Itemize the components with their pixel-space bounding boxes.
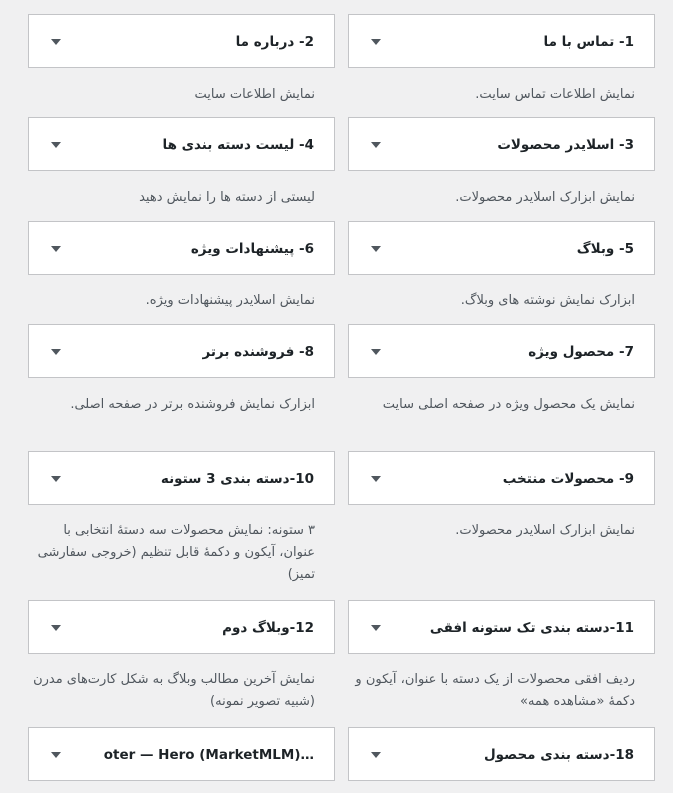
- widget-footer-hero[interactable]: [28, 727, 335, 781]
- widget-title[interactable]: 8- فروشنده برتر: [202, 344, 314, 360]
- caret-down-icon[interactable]: [369, 35, 383, 49]
- widget-title[interactable]: 4- لیست دسته بندی ها: [162, 137, 314, 153]
- widget-description: نمایش ابزارک اسلایدر محصولات.: [455, 190, 635, 205]
- caret-down-icon[interactable]: [49, 748, 63, 762]
- widget-blog[interactable]: [348, 221, 655, 275]
- widget-description: لیستی از دسته ها را نمایش دهید: [139, 190, 315, 205]
- widget-title[interactable]: 5- وبلاگ: [576, 241, 634, 257]
- widget-title[interactable]: …oter — Hero (MarketMLM): [103, 747, 314, 763]
- caret-down-icon[interactable]: [369, 748, 383, 762]
- widget-description: نمایش اطلاعات تماس سایت.: [475, 87, 635, 102]
- caret-down-icon[interactable]: [369, 138, 383, 152]
- widget-title[interactable]: 9- محصولات منتخب: [502, 471, 634, 487]
- widget-horizontal-category[interactable]: [348, 600, 655, 654]
- widget-top-seller[interactable]: [28, 324, 335, 378]
- widget-description: نمایش آخرین مطالب وبلاگ به شکل کارت‌های مدرن (شبیه تصویر نمونه): [33, 672, 315, 709]
- widget-description: نمایش اسلایدر پیشنهادات ویژه.: [145, 293, 315, 308]
- caret-down-icon[interactable]: [49, 35, 63, 49]
- widget-title[interactable]: 6- پیشنهادات ویژه: [190, 241, 314, 257]
- caret-down-icon[interactable]: [369, 472, 383, 486]
- widget-special-offers[interactable]: [28, 221, 335, 275]
- widget-description: ۳ ستونه: نمایش محصولات سه دستهٔ انتخابی با عنوان، آیکون و دکمهٔ قابل تنظیم (خروجی سفارشی تمیز): [37, 523, 315, 582]
- caret-down-icon[interactable]: [369, 621, 383, 635]
- widget-blog-second[interactable]: [28, 600, 335, 654]
- widget-description: ابزارک نمایش فروشنده برتر در صفحه اصلی.: [70, 397, 315, 412]
- widget-contact[interactable]: [348, 14, 655, 68]
- caret-down-icon[interactable]: [49, 345, 63, 359]
- widget-title[interactable]: 18-دسته بندی محصول: [483, 747, 634, 763]
- caret-down-icon[interactable]: [49, 242, 63, 256]
- widget-title[interactable]: 3- اسلایدر محصولات: [497, 137, 634, 153]
- widget-title[interactable]: 12-وبلاگ دوم: [222, 620, 314, 636]
- widget-description: نمایش یک محصول ویژه در صفحه اصلی سایت: [382, 397, 635, 412]
- caret-down-icon[interactable]: [369, 242, 383, 256]
- widget-description: ابزارک نمایش نوشته های وبلاگ.: [460, 293, 635, 308]
- widget-category-list[interactable]: [28, 117, 335, 171]
- widget-product-slider[interactable]: [348, 117, 655, 171]
- widget-title[interactable]: 10-دسته بندی 3 ستونه: [160, 471, 314, 487]
- widget-product-category[interactable]: [348, 727, 655, 781]
- widget-title[interactable]: 11-دسته بندی تک ستونه افقی: [429, 620, 634, 636]
- widget-description: نمایش اطلاعات سایت: [194, 87, 315, 102]
- widget-featured-product[interactable]: [348, 324, 655, 378]
- widget-about[interactable]: [28, 14, 335, 68]
- widget-description: ردیف افقی محصولات از یک دسته با عنوان، آیکون و دکمهٔ «مشاهده همه»: [355, 672, 635, 709]
- widget-description: نمایش ابزارک اسلایدر محصولات.: [455, 523, 635, 538]
- caret-down-icon[interactable]: [49, 472, 63, 486]
- widget-title[interactable]: 7- محصول ویژه: [528, 344, 634, 360]
- widget-selected-products[interactable]: [348, 451, 655, 505]
- widget-three-column-category[interactable]: [28, 451, 335, 505]
- widget-title[interactable]: 2- درباره ما: [235, 34, 314, 50]
- caret-down-icon[interactable]: [49, 138, 63, 152]
- caret-down-icon[interactable]: [369, 345, 383, 359]
- widget-title[interactable]: 1- تماس با ما: [543, 34, 634, 50]
- caret-down-icon[interactable]: [49, 621, 63, 635]
